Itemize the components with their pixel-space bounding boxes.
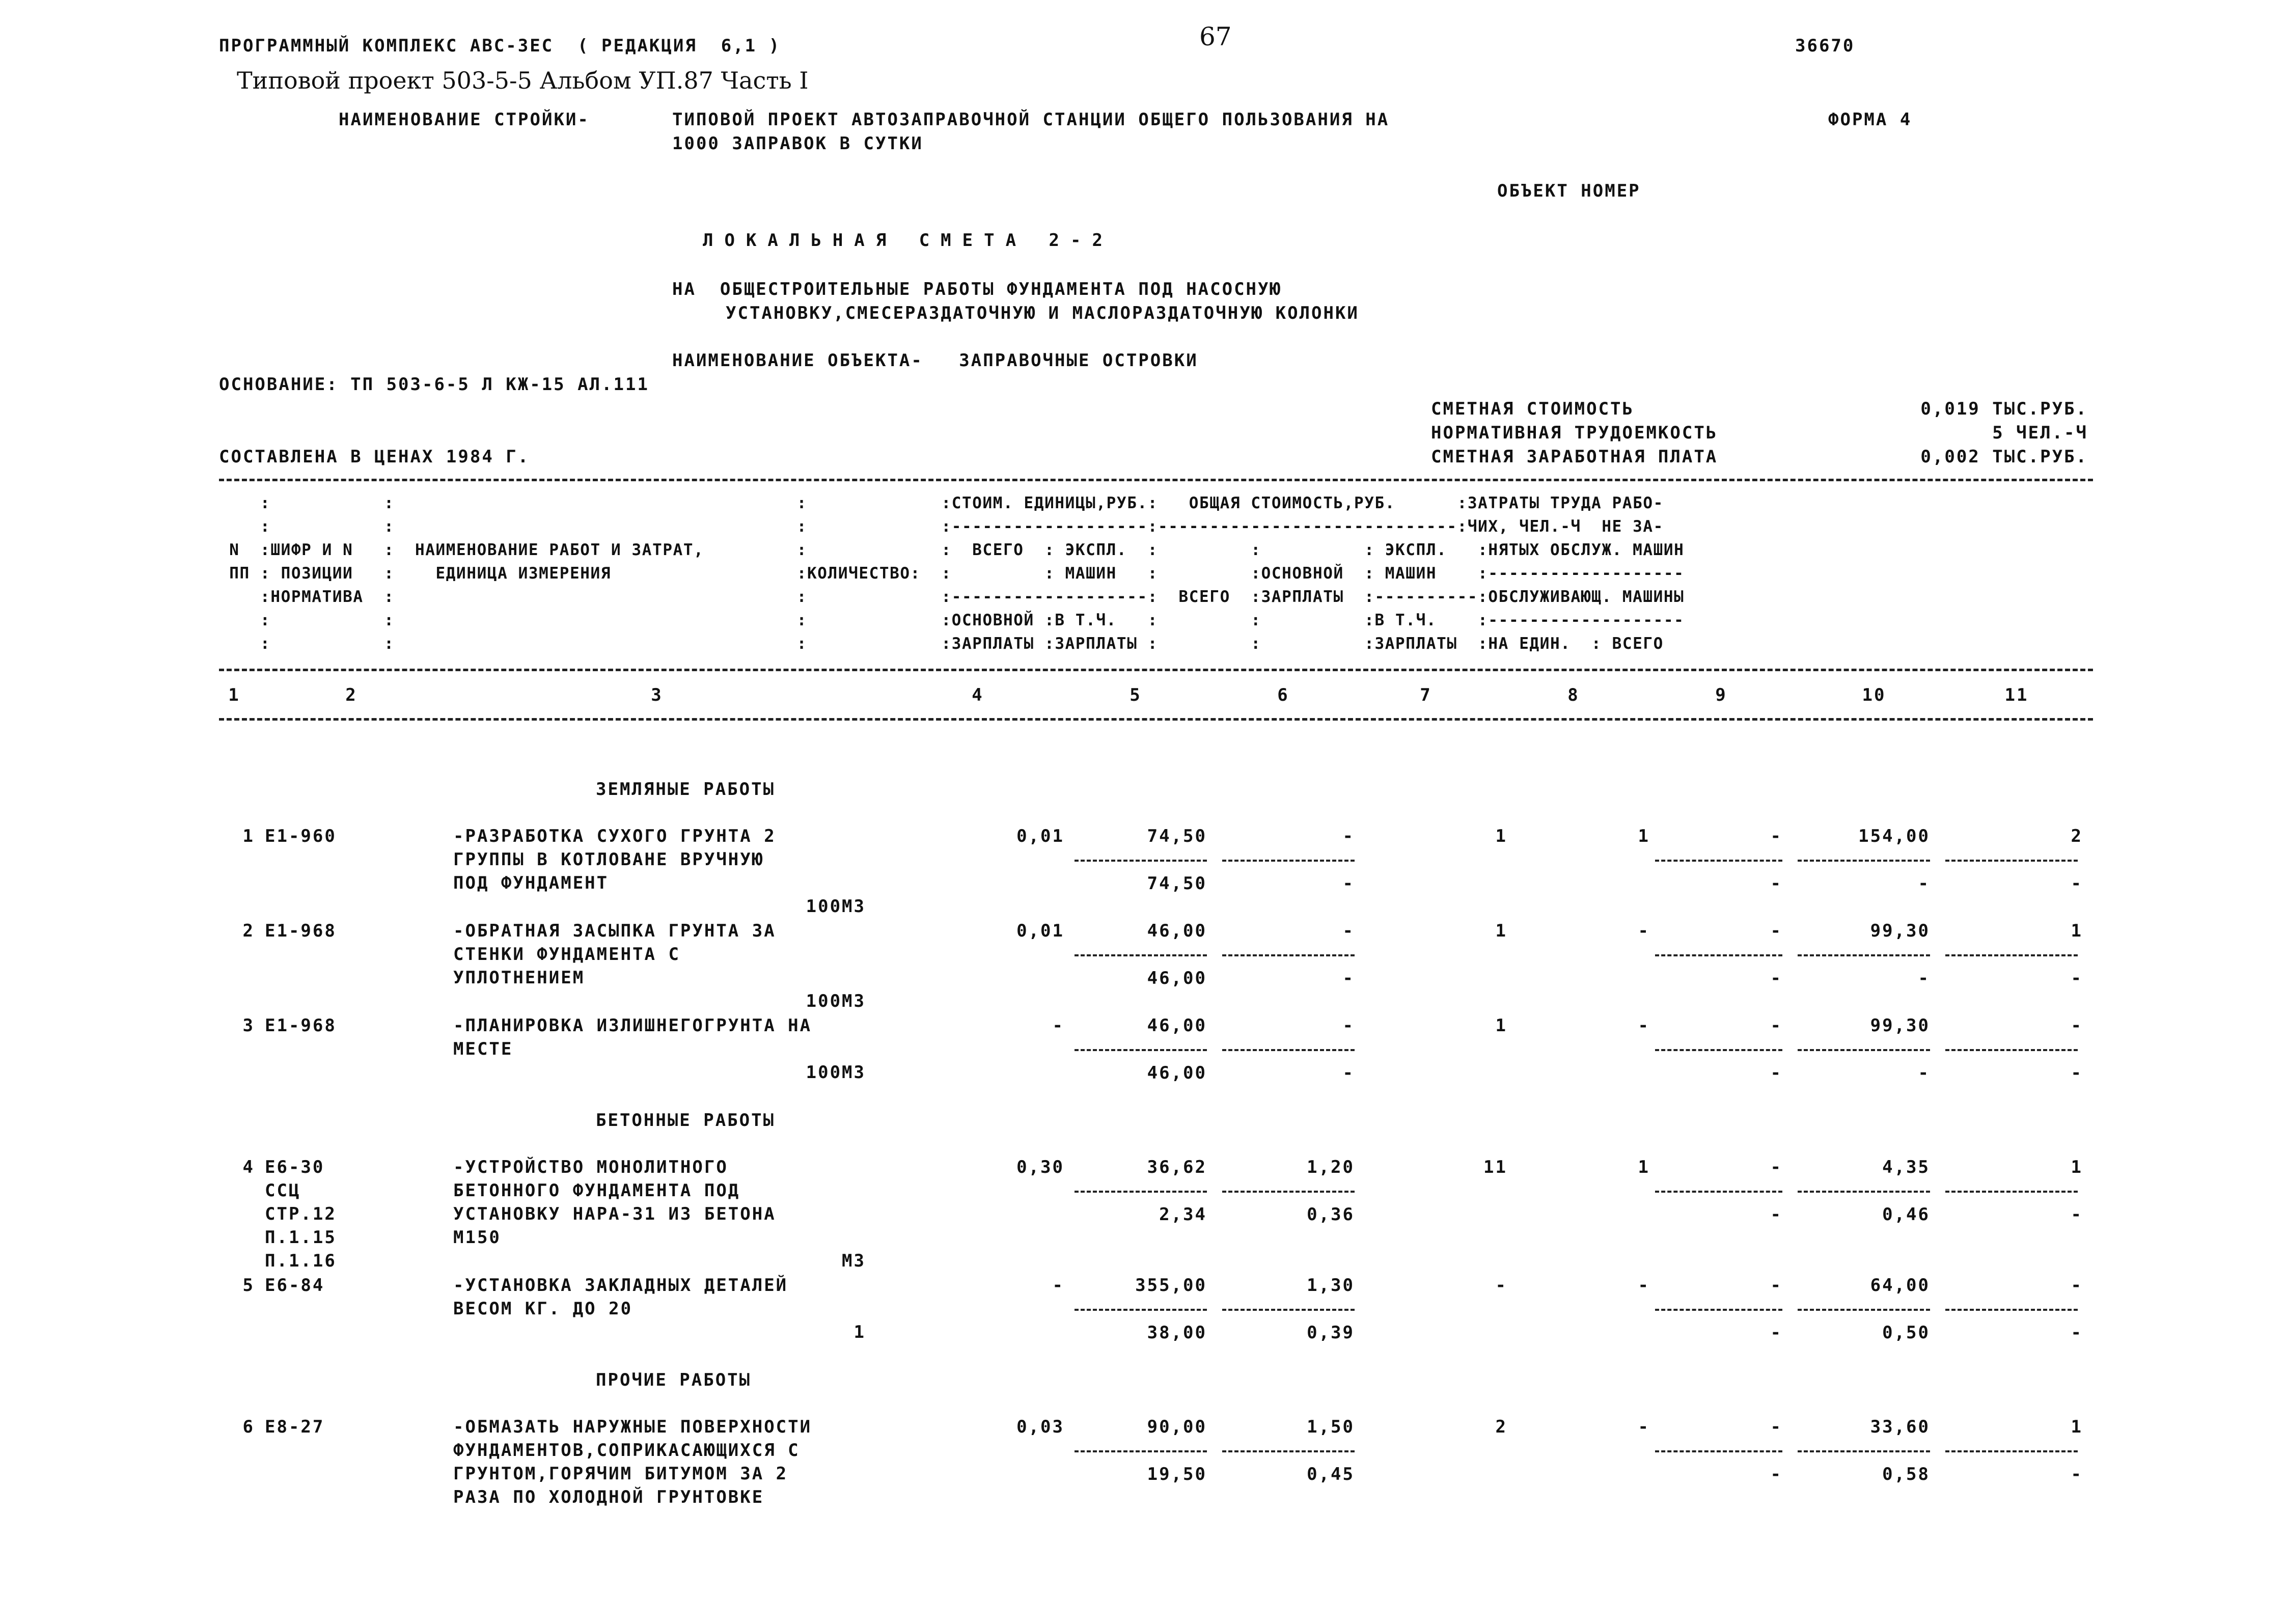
row-service-unit: 0,50 [1882,1323,1930,1343]
row-total-machine-wages: - [1770,968,1782,988]
row-name: БЕТОННОГО ФУНДАМЕНТА ПОД [453,1180,740,1201]
row-number: 6 [242,1417,255,1437]
cell-divider [1655,1450,1782,1452]
column-number: 5 [1130,685,1142,705]
row-labor-unit: 154,00 [1858,826,1930,846]
column-number: 11 [2004,685,2029,705]
row-total: 1 [1495,921,1507,941]
table-rule-columns [219,718,2093,721]
construction-line-1: ТИПОВОЙ ПРОЕКТ АВТОЗАПРАВОЧНОЙ СТАНЦИИ ОБЩЕГО ПОЛЬЗОВАНИЯ НА [672,109,1390,130]
cell-divider [1655,954,1782,956]
row-name: -УСТРОЙСТВО МОНОЛИТНОГО [453,1157,728,1177]
row-labor-unit: 33,60 [1870,1417,1930,1437]
summary-value: 0,019 ТЫС.РУБ. [1920,399,2088,419]
cell-divider [1798,860,1930,862]
row-total-machines: - [1770,1015,1782,1036]
row-code: ССЦ [265,1180,301,1201]
table-header-line: : : : :-------------------:-----------------------------:ЧИХ, ЧЕЛ.-Ч НЕ ЗА- [219,517,1664,536]
cell-divider [1222,1191,1355,1193]
row-quantity: 0,01 [1016,921,1064,941]
subject-line-1: НА ОБЩЕСТРОИТЕЛЬНЫЕ РАБОТЫ ФУНДАМЕНТА ПОД НАСОСНУЮ [672,279,1282,299]
row-total: 1 [1495,1015,1507,1036]
row-service-unit: - [1918,873,1930,894]
column-number: 3 [651,685,663,705]
row-labor-total: 1 [2071,1157,2083,1177]
cell-divider [1075,1049,1207,1051]
row-labor-unit: 4,35 [1882,1157,1930,1177]
row-quantity: 0,01 [1016,826,1064,846]
row-name: РАЗА ПО ХОЛОДНОЙ ГРУНТОВКЕ [453,1487,764,1507]
row-name: ПОД ФУНДАМЕНТ [453,873,609,893]
row-code: Е1-968 [265,1015,337,1036]
cell-divider [1945,1450,2078,1452]
row-number: 4 [242,1157,255,1177]
row-total-wages: - [1638,1417,1650,1437]
table-header-line: N :ШИФР И N : НАИМЕНОВАНИЕ РАБОТ И ЗАТРАТ, : : ВСЕГО : ЭКСПЛ. : : : ЭКСПЛ. :НЯТЫХ ОБСЛУЖ. МАШИН [219,541,1685,559]
column-number: 4 [972,685,984,705]
row-name: ВЕСОМ КГ. ДО 20 [453,1299,633,1319]
prices-year: СОСТАВЛЕНА В ЦЕНАХ 1984 Г. [219,447,530,467]
row-labor-unit: 64,00 [1870,1275,1930,1296]
row-unit-machine-wages: - [1342,968,1355,988]
column-number: 10 [1862,685,1886,705]
column-number: 8 [1567,685,1580,705]
cell-divider [1222,1450,1355,1452]
row-total-wages: 1 [1638,826,1650,846]
row-name: ГРУНТОМ,ГОРЯЧИМ БИТУМОМ ЗА 2 [453,1464,788,1484]
column-number: 2 [345,685,357,705]
cell-divider [1075,1191,1207,1193]
row-quantity: - [1052,1275,1064,1296]
construction-line-2: 1000 ЗАПРАВОК В СУТКИ [672,133,923,154]
row-service-total: - [2071,1464,2083,1484]
column-number: 9 [1715,685,1727,705]
cell-divider [1798,954,1930,956]
row-name: ФУНДАМЕНТОВ,СОПРИКАСАЮЩИХСЯ С [453,1440,800,1461]
row-unit-machines: 1,50 [1307,1417,1355,1437]
row-unit-wages: 74,50 [1147,873,1207,894]
row-unit-total: 46,00 [1147,1015,1207,1036]
row-unit-total: 36,62 [1147,1157,1207,1177]
table-header-line: : : : :СТОИМ. ЕДИНИЦЫ,РУБ.: ОБЩАЯ СТОИМОСТЬ,РУБ. :ЗАТРАТЫ ТРУДА РАБО- [219,494,1664,512]
row-name: УПЛОТНЕНИЕМ [453,968,585,988]
row-name: -УСТАНОВКА ЗАКЛАДНЫХ ДЕТАЛЕЙ [453,1275,788,1296]
row-unit: 100М3 [806,896,866,917]
form-label: ФОРМА 4 [1828,109,1912,130]
row-total: - [1495,1275,1507,1296]
row-total: 11 [1483,1157,1507,1177]
row-code: Е1-960 [265,826,337,846]
project-title: Типовой проект 503-5-5 Альбом УП.87 Часть I [237,67,809,94]
row-unit-machines: - [1342,826,1355,846]
row-unit-machine-wages: 0,45 [1307,1464,1355,1484]
row-unit-wages: 46,00 [1147,1063,1207,1083]
cell-divider [1655,1191,1782,1193]
row-total-machines: - [1770,1417,1782,1437]
row-unit-machine-wages: - [1342,1063,1355,1083]
table-header-line: : : : :ЗАРПЛАТЫ :ЗАРПЛАТЫ : : :ЗАРПЛАТЫ :НА ЕДИН. : ВСЕГО [219,635,1664,653]
row-labor-total: 1 [2071,1417,2083,1437]
row-unit-machines: 1,20 [1307,1157,1355,1177]
row-quantity: 0,03 [1016,1417,1064,1437]
cell-divider [1075,1450,1207,1452]
row-code: П.1.16 [265,1251,337,1271]
row-labor-total: - [2071,1275,2083,1296]
row-name: СТЕНКИ ФУНДАМЕНТА С [453,944,680,965]
row-total-machines: - [1770,1157,1782,1177]
summary-label: СМЕТНАЯ ЗАРАБОТНАЯ ПЛАТА [1431,447,1718,467]
row-total-machine-wages: - [1770,1464,1782,1484]
row-total-wages: - [1638,921,1650,941]
document-number: 36670 [1795,36,1855,56]
row-code: Е6-84 [265,1275,325,1296]
row-service-total: - [2071,968,2083,988]
table-header-line: :НОРМАТИВА : : :-------------------: ВСЕГО :ЗАРПЛАТЫ :----------:ОБСЛУЖИВАЮЩ. МАШИНЫ [219,588,1685,606]
cell-divider [1945,1049,2078,1051]
summary-label: НОРМАТИВНАЯ ТРУДОЕМКОСТЬ [1431,423,1718,443]
row-name: -ОБМАЗАТЬ НАРУЖНЫЕ ПОВЕРХНОСТИ [453,1417,812,1437]
page-number: 67 [1199,22,1232,51]
cell-divider [1945,860,2078,862]
row-name: -ОБРАТНАЯ ЗАСЫПКА ГРУНТА ЗА [453,921,776,941]
row-unit-machines: - [1342,1015,1355,1036]
cell-divider [1655,1049,1782,1051]
row-name: М150 [453,1227,501,1248]
table-header-line: ПП : ПОЗИЦИИ : ЕДИНИЦА ИЗМЕРЕНИЯ :КОЛИЧЕСТВО: : : МАШИН : :ОСНОВНОЙ : МАШИН :------------------- [219,564,1685,583]
table-rule-top [219,479,2093,481]
row-service-total: - [2071,1323,2083,1343]
row-unit-wages: 46,00 [1147,968,1207,988]
row-unit-total: 90,00 [1147,1417,1207,1437]
object-number: ОБЪЕКТ НОМЕР [1497,181,1641,201]
row-total-wages: 1 [1638,1157,1650,1177]
row-code: П.1.15 [265,1227,337,1248]
row-total-machine-wages: - [1770,1323,1782,1343]
row-labor-unit: 99,30 [1870,921,1930,941]
column-number: 7 [1420,685,1432,705]
row-unit-machine-wages: 0,39 [1307,1323,1355,1343]
column-number: 1 [228,685,240,705]
row-unit-machine-wages: - [1342,873,1355,894]
table-rule-header [219,669,2093,671]
cell-divider [1798,1191,1930,1193]
row-labor-total: 2 [2071,826,2083,846]
row-unit-machine-wages: 0,36 [1307,1204,1355,1225]
row-service-unit: - [1918,968,1930,988]
row-unit-total: 355,00 [1135,1275,1207,1296]
row-service-unit: 0,46 [1882,1204,1930,1225]
cell-divider [1798,1049,1930,1051]
row-unit: 100М3 [806,991,866,1011]
row-total-machine-wages: - [1770,1204,1782,1225]
cell-divider [1075,1309,1207,1311]
row-code: СТР.12 [265,1204,337,1224]
row-service-unit: 0,58 [1882,1464,1930,1484]
cell-divider [1945,1191,2078,1193]
object-name: НАИМЕНОВАНИЕ ОБЪЕКТА- ЗАПРАВОЧНЫЕ ОСТРОВКИ [672,350,1198,371]
row-labor-total: 1 [2071,921,2083,941]
row-unit-machines: 1,30 [1307,1275,1355,1296]
summary-value: 5 ЧЕЛ.-Ч [1992,423,2088,443]
row-total-machines: - [1770,921,1782,941]
row-name: -ПЛАНИРОВКА ИЗЛИШНЕГОГРУНТА НА [453,1015,812,1036]
table-header-line: : : : :ОСНОВНОЙ :В Т.Ч. : : :В Т.Ч. :------------------- [219,611,1685,629]
row-unit-wages: 19,50 [1147,1464,1207,1484]
row-total-machines: - [1770,826,1782,846]
cell-divider [1075,954,1207,956]
cell-divider [1798,1309,1930,1311]
row-service-total: - [2071,1063,2083,1083]
row-total: 1 [1495,826,1507,846]
section-title: ЗЕМЛЯНЫЕ РАБОТЫ [596,779,776,800]
row-name: -РАЗРАБОТКА СУХОГО ГРУНТА 2 [453,826,776,846]
row-name: УСТАНОВКУ НАРА-31 ИЗ БЕТОНА [453,1204,776,1224]
summary-value: 0,002 ТЫС.РУБ. [1920,447,2088,467]
row-name: МЕСТЕ [453,1039,513,1059]
row-number: 3 [242,1015,255,1036]
row-unit-total: 74,50 [1147,826,1207,846]
row-number: 5 [242,1275,255,1296]
row-quantity: 0,30 [1016,1157,1064,1177]
cell-divider [1945,954,2078,956]
row-code: Е8-27 [265,1417,325,1437]
row-service-total: - [2071,873,2083,894]
row-unit-wages: 2,34 [1159,1204,1207,1225]
row-number: 2 [242,921,255,941]
cell-divider [1655,860,1782,862]
row-total-machine-wages: - [1770,873,1782,894]
row-total-machine-wages: - [1770,1063,1782,1083]
cell-divider [1798,1450,1930,1452]
row-number: 1 [242,826,255,846]
row-total-machines: - [1770,1275,1782,1296]
cell-divider [1945,1309,2078,1311]
row-unit-machines: - [1342,921,1355,941]
cell-divider [1222,954,1355,956]
row-total: 2 [1495,1417,1507,1437]
cell-divider [1222,860,1355,862]
program-line: ПРОГРАММНЫЙ КОМПЛЕКС АВС-3ЕС ( РЕДАКЦИЯ 6,1 ) [219,36,781,56]
row-unit: 1 [853,1322,866,1342]
row-unit-total: 46,00 [1147,921,1207,941]
row-service-unit: - [1918,1063,1930,1083]
row-service-total: - [2071,1204,2083,1225]
row-total-wages: - [1638,1275,1650,1296]
row-code: Е6-30 [265,1157,325,1177]
estimate-title: ЛОКАЛЬНАЯ СМЕТА 2-2 [703,230,1114,251]
row-total-wages: - [1638,1015,1650,1036]
row-labor-unit: 99,30 [1870,1015,1930,1036]
basis: ОСНОВАНИЕ: ТП 503-6-5 Л КЖ-15 АЛ.111 [219,374,649,395]
row-quantity: - [1052,1015,1064,1036]
cell-divider [1222,1049,1355,1051]
row-code: Е1-968 [265,921,337,941]
section-title: ПРОЧИЕ РАБОТЫ [596,1370,752,1390]
row-unit: М3 [842,1251,866,1271]
row-unit-wages: 38,00 [1147,1323,1207,1343]
row-labor-total: - [2071,1015,2083,1036]
subject-line-2: УСТАНОВКУ,СМЕСЕРАЗДАТОЧНУЮ И МАСЛОРАЗДАТОЧНУЮ КОЛОНКИ [726,303,1359,323]
column-number: 6 [1277,685,1289,705]
row-name: ГРУППЫ В КОТЛОВАНЕ ВРУЧНУЮ [453,849,764,870]
construction-label: НАИМЕНОВАНИЕ СТРОЙКИ- [339,109,590,130]
cell-divider [1655,1309,1782,1311]
section-title: БЕТОННЫЕ РАБОТЫ [596,1110,776,1131]
summary-label: СМЕТНАЯ СТОИМОСТЬ [1431,399,1634,419]
cell-divider [1222,1309,1355,1311]
row-unit: 100М3 [806,1062,866,1083]
cell-divider [1075,860,1207,862]
